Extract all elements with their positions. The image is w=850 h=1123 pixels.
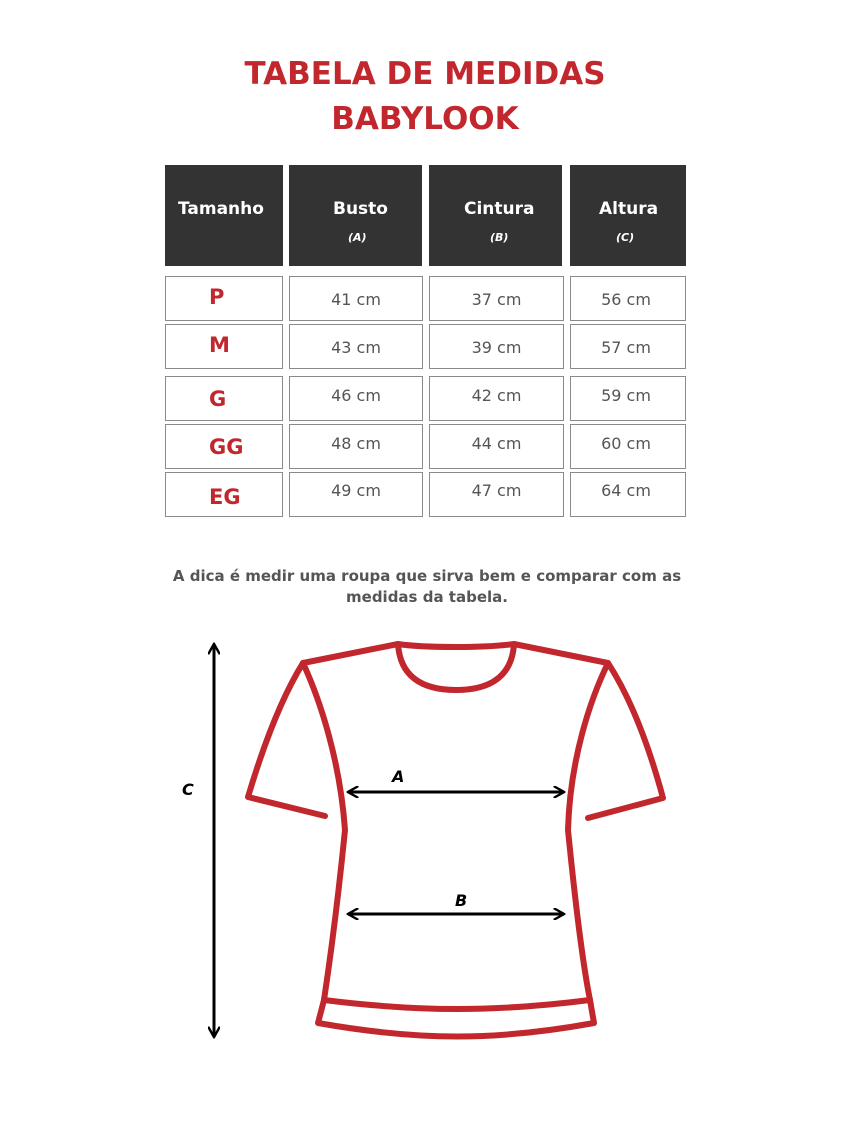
header-altura-sub: (C) <box>616 231 635 244</box>
size-label: G <box>209 387 227 411</box>
label-a: A <box>392 767 405 786</box>
altura-value: 60 cm <box>601 434 651 453</box>
page-title-line2: BABYLOOK <box>331 101 519 137</box>
cintura-value: 39 cm <box>471 338 522 357</box>
page-title-line1: TABELA DE MEDIDAS <box>244 56 606 92</box>
altura-value: 59 cm <box>601 386 651 405</box>
header-busto-sub: (A) <box>348 231 367 244</box>
label-b: B <box>455 891 468 910</box>
cintura-value: 47 cm <box>471 481 522 500</box>
altura-value: 64 cm <box>601 481 651 500</box>
size-label: EG <box>209 485 241 509</box>
busto-value: 49 cm <box>331 481 381 500</box>
busto-value: 46 cm <box>331 386 381 405</box>
measuring-tip: A dica é medir uma roupa que sirva bem e comparar com as medidas da tabela. <box>172 567 682 606</box>
header-cintura-label: Cintura <box>464 199 535 219</box>
cintura-value: 37 cm <box>471 290 522 309</box>
busto-value: 41 cm <box>331 290 381 309</box>
header-cintura-sub: (B) <box>490 231 509 244</box>
tshirt-outline <box>248 644 663 1037</box>
altura-value: 57 cm <box>601 338 651 357</box>
size-label: P <box>209 285 225 309</box>
header-tamanho-label: Tamanho <box>178 199 264 219</box>
header-busto-label: Busto <box>333 199 388 219</box>
busto-value: 43 cm <box>331 338 381 357</box>
altura-value: 56 cm <box>601 290 651 309</box>
label-c: C <box>182 780 194 799</box>
busto-value: 48 cm <box>331 434 381 453</box>
size-label: GG <box>209 435 244 459</box>
cintura-value: 44 cm <box>471 434 522 453</box>
cintura-value: 42 cm <box>471 386 522 405</box>
size-label: M <box>209 333 230 357</box>
header-altura-label: Altura <box>599 199 659 219</box>
